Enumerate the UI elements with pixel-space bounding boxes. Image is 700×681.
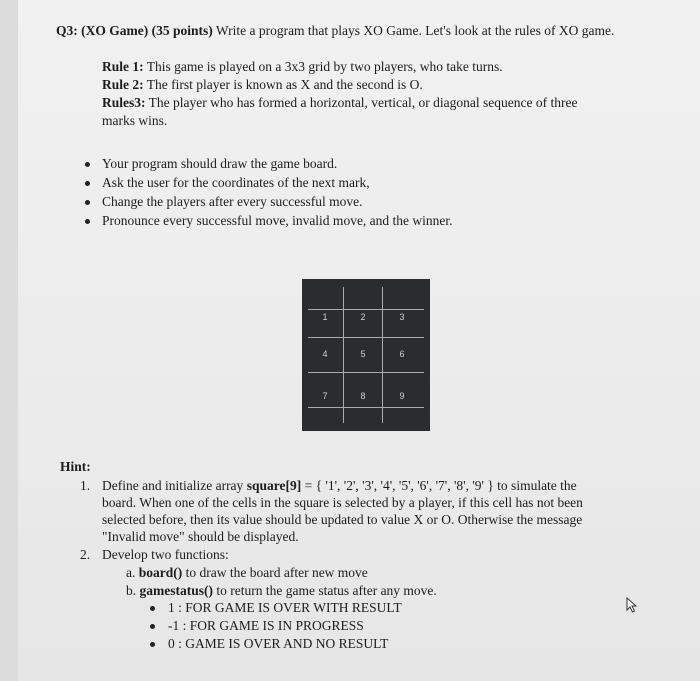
document-page [18, 0, 700, 681]
bullet-icon [85, 162, 90, 167]
function-name: board() [138, 565, 183, 580]
hint-item-1-rest: = { '1', '2', '3', '4', '5', '6', '7', '8', '9' } to simulate the [304, 478, 577, 493]
board-cell: 1 [322, 312, 328, 322]
bullet-icon [85, 200, 90, 205]
function-desc: to return the game status after any move. [216, 583, 437, 598]
hint-item-1-code: square[9] [246, 478, 302, 493]
function-letter: b. [126, 583, 137, 598]
board-cell: 2 [360, 312, 366, 322]
bullet-icon [150, 642, 155, 647]
hint-item-1-line-4: "Invalid move" should be displayed. [102, 529, 299, 544]
function-letter: a. [126, 565, 136, 580]
function-item [126, 582, 437, 599]
question-label: Q3: [56, 23, 78, 38]
function-name: gamestatus() [139, 583, 213, 598]
grid-line [308, 407, 424, 408]
rule-1-label: Rule 1: [102, 59, 144, 74]
board-cell: 5 [360, 349, 366, 359]
rule-3-label: Rules3: [102, 95, 146, 110]
board-cell: 9 [399, 391, 405, 401]
board-cell: 4 [322, 349, 328, 359]
status-item: 1 : FOR GAME IS OVER WITH RESULT [168, 600, 402, 615]
hint-item-1-line-3: selected before, then its value should be updated to value X or O. Otherwise the message [102, 512, 583, 527]
grid-line [308, 337, 424, 338]
rule-2-label: Rule 2: [102, 77, 144, 92]
bullet-icon [150, 606, 155, 611]
requirement-item: Change the players after every successful move. [102, 194, 363, 209]
board-cell: 7 [322, 391, 328, 401]
status-item: 0 : GAME IS OVER AND NO RESULT [168, 636, 389, 651]
board-cell: 8 [360, 391, 366, 401]
board-cell: 6 [399, 349, 405, 359]
rule-2-text: The first player is known as X and the second is O. [146, 77, 423, 92]
bullet-icon [85, 181, 90, 186]
requirement-item: Ask the user for the coordinates of the next mark, [102, 175, 370, 190]
function-desc: to draw the board after new move [185, 565, 368, 580]
status-item: -1 : FOR GAME IS IN PROGRESS [168, 618, 364, 633]
hint-item-number: 1. [80, 478, 91, 493]
rule-3 [102, 94, 577, 111]
question-points: (35 points) [151, 23, 213, 38]
bullet-icon [85, 219, 90, 224]
mouse-cursor-icon [626, 597, 640, 613]
question-text: Write a program that plays XO Game. Let's look at the rules of XO game. [215, 23, 615, 38]
board-cell: 3 [399, 312, 405, 322]
rule-1-text: This game is played on a 3x3 grid by two players, who take turns. [146, 59, 503, 74]
game-board-image [302, 279, 430, 431]
question-heading [56, 22, 614, 39]
rule-2 [102, 76, 423, 93]
question-title: (XO Game) [81, 23, 149, 38]
hint-label: Hint: [60, 459, 91, 474]
rule-3-text: The player who has formed a horizontal, vertical, or diagonal sequence of three [148, 95, 578, 110]
rule-1 [102, 58, 503, 75]
requirement-item: Your program should draw the game board. [102, 156, 338, 171]
hint-item-1-prefix: Define and initialize array [102, 478, 244, 493]
hint-item-2-text: Develop two functions: [102, 547, 229, 562]
function-item [126, 564, 368, 581]
rule-3-text-2: marks wins. [102, 113, 168, 128]
grid-line [308, 372, 424, 373]
hint-item-1-line-1 [102, 477, 577, 494]
bullet-icon [150, 624, 155, 629]
requirement-item: Pronounce every successful move, invalid move, and the winner. [102, 213, 453, 228]
grid-line [308, 309, 424, 310]
hint-item-1-line-2: board. When one of the cells in the square is selected by a player, if this cell has not been [102, 495, 583, 510]
hint-item-number: 2. [80, 547, 91, 562]
rule-3-continued [102, 112, 167, 129]
